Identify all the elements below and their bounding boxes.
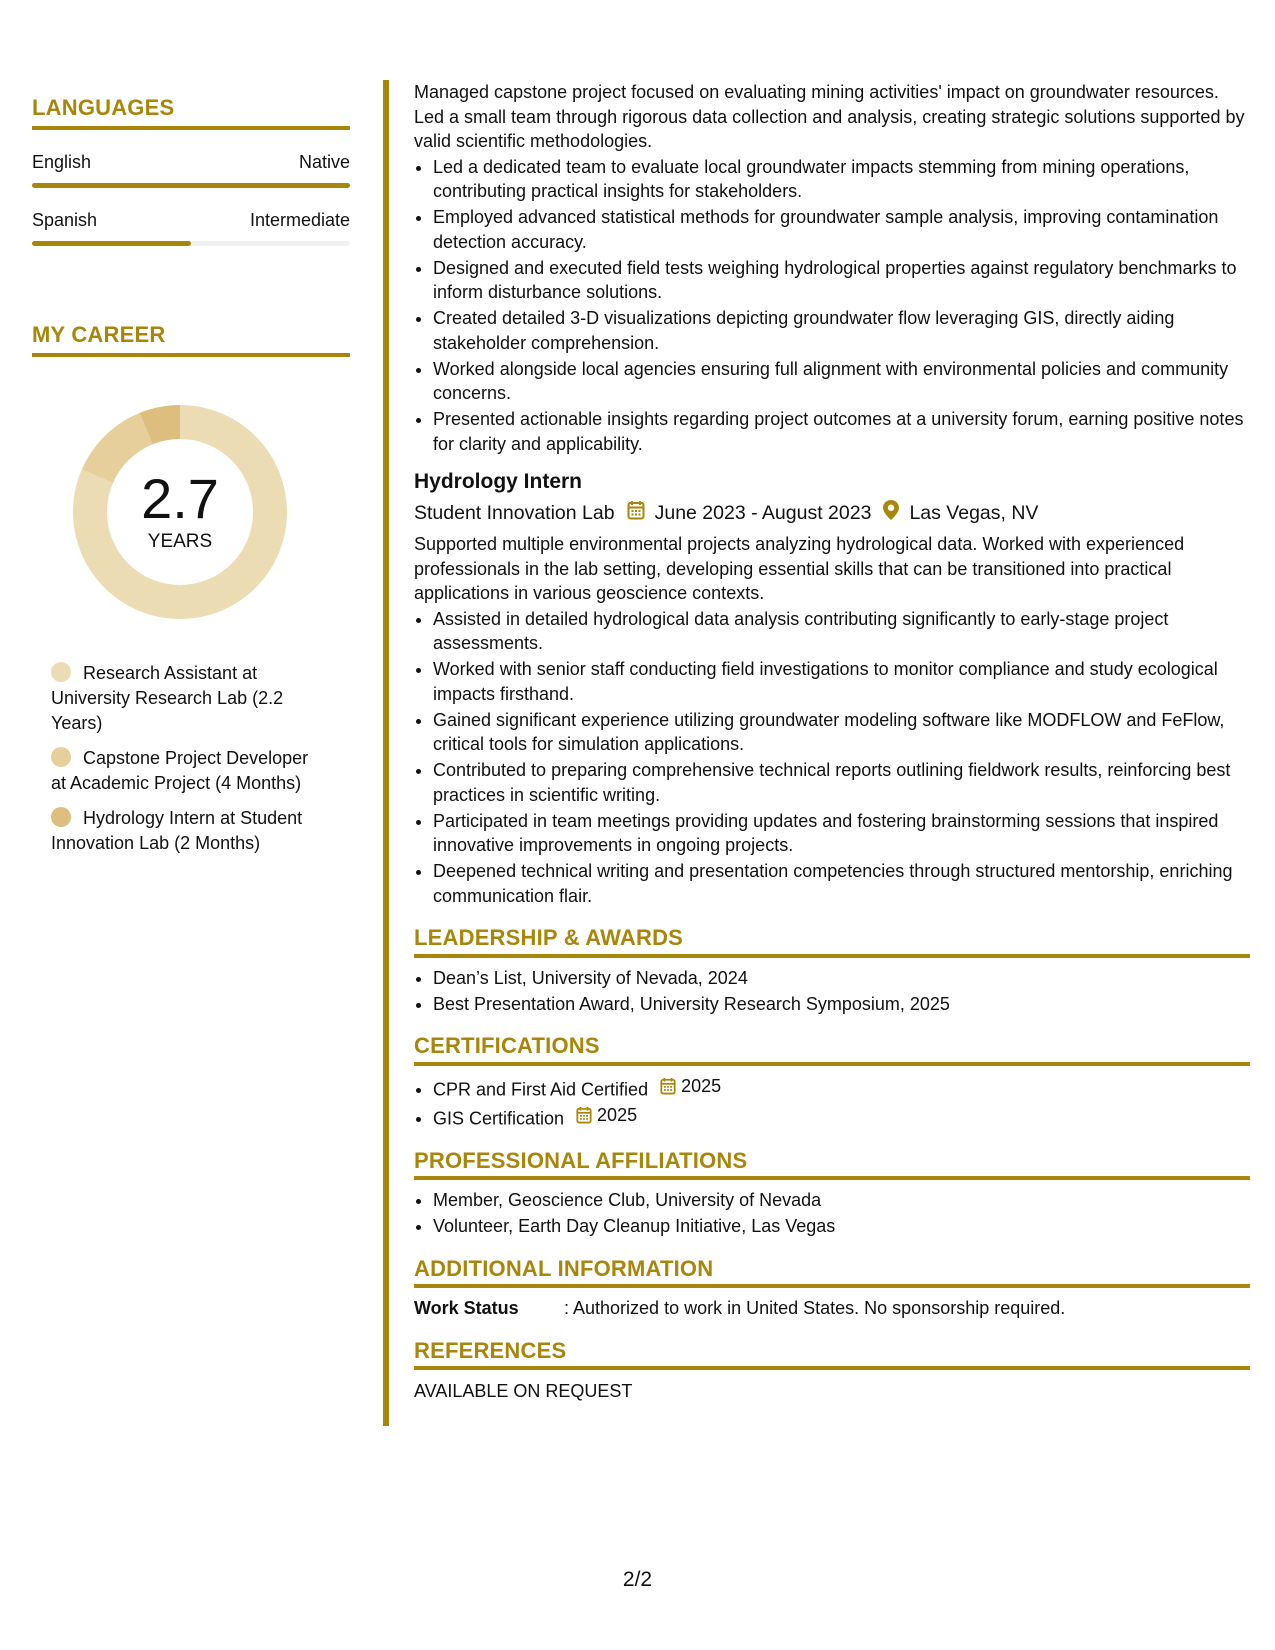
certifications-list bbox=[414, 1074, 1250, 1131]
languages-heading: LANGUAGES bbox=[32, 95, 350, 130]
affiliations-heading: PROFESSIONAL AFFILIATIONS bbox=[414, 1149, 1250, 1181]
bullet-item: • Led a dedicated team to evaluate local groundwater impacts stemming from mining operations, contributing practical insights for stakeholders. bbox=[433, 155, 1250, 204]
references-heading: REFERENCES bbox=[414, 1339, 1250, 1371]
bullet-item: • Gained significant experience utilizing groundwater modeling software like MODFLOW and FeFlow, critical tools for simulation applications. bbox=[433, 708, 1250, 757]
work-status-label: Work Status bbox=[414, 1298, 519, 1318]
career-legend bbox=[51, 661, 326, 856]
page-number: 2/2 bbox=[622, 1568, 653, 1591]
bullet-item: • Designed and executed field tests weighing hydrological properties against regulatory benchmarks to inform disturbance solutions. bbox=[433, 256, 1250, 305]
leadership-heading: LEADERSHIP & AWARDS bbox=[414, 926, 1250, 958]
calendar-icon bbox=[627, 500, 645, 527]
affiliations-section bbox=[414, 1149, 1250, 1239]
language-proficiency-bar bbox=[32, 241, 350, 246]
certification-item bbox=[433, 1103, 1250, 1131]
intern-bullets bbox=[414, 607, 1250, 909]
legend-dot bbox=[51, 807, 71, 827]
language-name: English bbox=[32, 152, 92, 172]
company-name: Student Innovation Lab bbox=[414, 501, 615, 524]
legend-item bbox=[51, 806, 326, 856]
bullet-item: • Assisted in detailed hydrological data analysis contributing significantly to early-stage project assessments. bbox=[433, 607, 1250, 656]
affiliation-item: • Volunteer, Earth Day Cleanup Initiative, Las Vegas bbox=[433, 1214, 1250, 1239]
job-dates: June 2023 - August 2023 bbox=[654, 501, 872, 524]
additional-section bbox=[414, 1257, 1250, 1321]
award-item: • Best Presentation Award, University Research Symposium, 2025 bbox=[433, 992, 1250, 1017]
language-proficiency-bar bbox=[32, 183, 350, 188]
affiliation-item: • Member, Geoscience Club, University of Nevada bbox=[433, 1188, 1250, 1213]
career-donut-chart bbox=[67, 399, 293, 625]
bullet-item: • Employed advanced statistical methods for groundwater sample analysis, improving contamination detection accuracy. bbox=[433, 205, 1250, 254]
column-divider bbox=[383, 80, 389, 1426]
language-name: Spanish bbox=[32, 210, 98, 230]
legend-label: Hydrology Intern at Student Innovation Lab (2 Months) bbox=[51, 808, 303, 853]
bullet-item: • Participated in team meetings providing updates and fostering brainstorming sessions that inspired innovative improvements in ongoing projects. bbox=[433, 809, 1250, 858]
capstone-entry bbox=[414, 80, 1250, 456]
certification-year: 2025 bbox=[681, 1075, 722, 1096]
language-level: Native bbox=[298, 152, 350, 172]
career-total-value: 2.7 bbox=[141, 467, 219, 530]
language-item bbox=[32, 210, 350, 246]
job-title: Hydrology Intern bbox=[414, 470, 583, 493]
job-location: Las Vegas, NV bbox=[909, 501, 1039, 524]
language-item bbox=[32, 152, 350, 188]
legend-dot bbox=[51, 662, 71, 682]
work-status-row bbox=[414, 1296, 1250, 1321]
language-proficiency-fill bbox=[32, 241, 191, 246]
affiliations-list bbox=[414, 1188, 1250, 1239]
location-pin-icon bbox=[883, 500, 899, 527]
bullet-item: • Worked with senior staff conducting field investigations to monitor compliance and study ecological impacts firsthand. bbox=[433, 657, 1250, 706]
certification-year: 2025 bbox=[597, 1104, 638, 1125]
certification-item bbox=[433, 1074, 1250, 1102]
references-section bbox=[414, 1339, 1250, 1404]
calendar-icon bbox=[660, 1077, 676, 1095]
capstone-bullets bbox=[414, 155, 1250, 457]
job-meta bbox=[414, 500, 1250, 527]
calendar-icon bbox=[576, 1106, 592, 1124]
leadership-section bbox=[414, 926, 1250, 1016]
legend-dot bbox=[51, 747, 71, 767]
language-level: Intermediate bbox=[249, 210, 350, 230]
additional-heading: ADDITIONAL INFORMATION bbox=[414, 1257, 1250, 1289]
sidebar bbox=[32, 95, 350, 866]
main-content bbox=[414, 80, 1250, 1404]
legend-label: Research Assistant at University Research Lab (2.2 Years) bbox=[51, 663, 284, 733]
career-section bbox=[32, 322, 350, 856]
bullet-item: • Created detailed 3-D visualizations depicting groundwater flow leveraging GIS, directly aiding stakeholder comprehension. bbox=[433, 306, 1250, 355]
award-item: • Dean’s List, University of Nevada, 2024 bbox=[433, 966, 1250, 991]
certifications-heading: CERTIFICATIONS bbox=[414, 1034, 1250, 1066]
leadership-list bbox=[414, 966, 1250, 1017]
intern-description: Supported multiple environmental projects analyzing hydrological data. Worked with experienced professionals in the lab setting, developing essential skills that can be transitioned into practical applications in various geoscience contexts. bbox=[414, 534, 1185, 603]
capstone-description: Managed capstone project focused on evaluating mining activities' impact on groundwater resources. Led a small team through rigorous data collection and analysis, creating strategic solutions supported by valid scientific methodologies. bbox=[414, 82, 1245, 151]
certification-name: CPR and First Aid Certified bbox=[433, 1078, 649, 1099]
bullet-item: • Presented actionable insights regarding project outcomes at a university forum, earning positive notes for clarity and applicability. bbox=[433, 407, 1250, 456]
language-proficiency-fill bbox=[32, 183, 350, 188]
work-status-value: : Authorized to work in United States. No sponsorship required. bbox=[564, 1298, 1066, 1318]
certification-name: GIS Certification bbox=[433, 1108, 565, 1128]
references-text: AVAILABLE ON REQUEST bbox=[414, 1381, 633, 1401]
bullet-item: • Contributed to preparing comprehensive technical reports outlining fieldwork results, reinforcing best practices in scientific writing. bbox=[433, 758, 1250, 807]
career-total-unit: YEARS bbox=[147, 531, 213, 552]
intern-entry bbox=[414, 470, 1250, 908]
bullet-item: • Deepened technical writing and presentation competencies through structured mentorship, enriching communication flair. bbox=[433, 859, 1250, 908]
career-heading: MY CAREER bbox=[32, 322, 350, 357]
legend-label: Capstone Project Developer at Academic Project (4 Months) bbox=[51, 748, 309, 793]
legend-item bbox=[51, 746, 326, 796]
certifications-section bbox=[414, 1034, 1250, 1131]
legend-item bbox=[51, 661, 326, 736]
bullet-item: • Worked alongside local agencies ensuring full alignment with environmental policies and community concerns. bbox=[433, 357, 1250, 406]
